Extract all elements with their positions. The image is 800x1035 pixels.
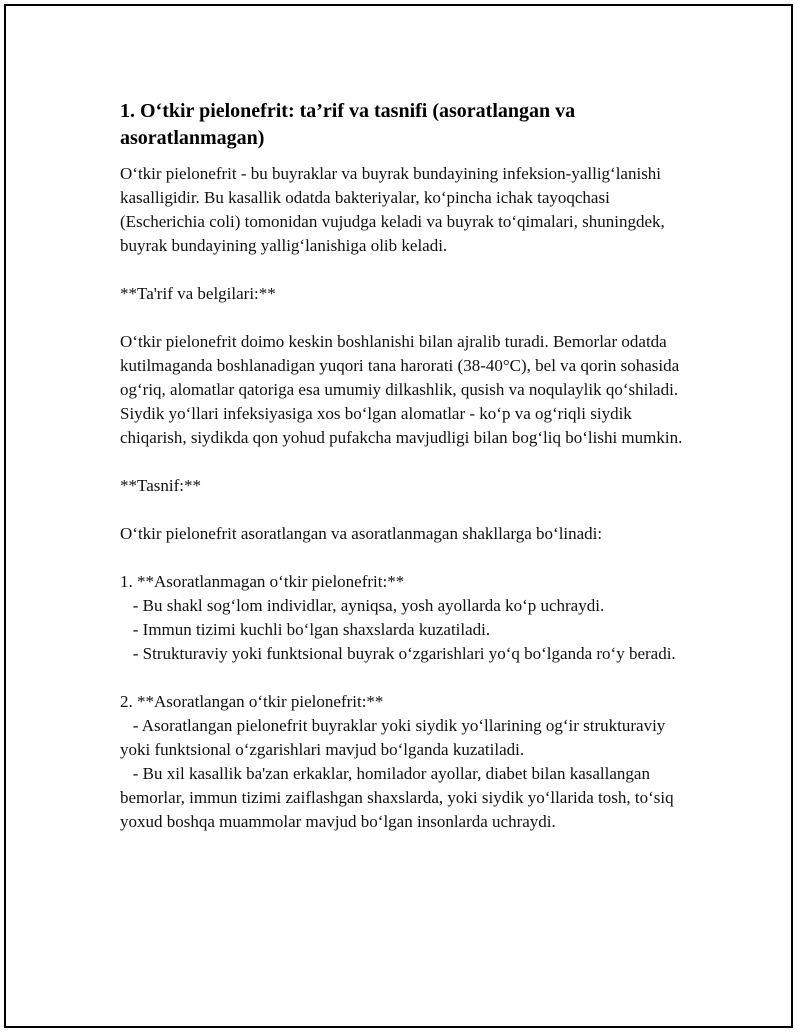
classification-list-item-2 (120, 690, 685, 834)
document-title: 1. O‘tkir pielonefrit: ta’rif va tasnifi (asoratlangan va asoratlanmagan) (120, 100, 576, 149)
classification-list-item-1 (120, 570, 685, 666)
definition-heading: **Ta'rif va belgilari:** (120, 284, 276, 303)
spacer (120, 450, 685, 474)
intro-paragraph: O‘tkir pielonefrit - bu buyraklar va buyrak bundayining infeksion-yallig‘lanishi kasalligidir. Bu kasallik odatda bakteriyalar, ko‘pincha ichak tayoqchasi (Escherichia coli) tomonidan vujudga keladi va buyrak to‘qimalari, shuningdek, buyrak bundayining yallig‘lanishiga olib keladi. (120, 164, 670, 255)
spacer (120, 258, 685, 282)
definition-paragraph: O‘tkir pielonefrit doimo keskin boshlanishi bilan ajralib turadi. Bemorlar odatda kutilmaganda boshlanadigan yuqori tana harorati (38-40°C), bel va qorin sohasida og‘riq, alomatlar qatoriga esa umumiy dilkashlik, qusish va noqulaylik qo‘shiladi. Siydik yo‘llari infeksiyasiga xos bo‘lgan alomatlar - ko‘p va og‘riqli siydik chiqarish, siydikda qon yohud pufakcha mavjudligi bilan bog‘liq bo‘lishi mumkin. (120, 332, 684, 447)
spacer (120, 498, 685, 522)
classification-intro: O‘tkir pielonefrit asoratlangan va asoratlanmagan shakllarga bo‘linadi: (120, 524, 603, 543)
list-bullet: - Bu shakl sog‘lom individlar, ayniqsa, yosh ayollarda ko‘p uchraydi. (120, 596, 605, 615)
list-item-heading: 1. **Asoratlanmagan o‘tkir pielonefrit:** (120, 572, 405, 591)
spacer (120, 306, 685, 330)
list-bullet: - Immun tizimi kuchli bo‘lgan shaxslarda kuzatiladi. (120, 620, 491, 639)
spacer (120, 546, 685, 570)
list-bullet: - Strukturaviy yoki funktsional buyrak o‘zgarishlari yo‘q bo‘lganda ro‘y beradi. (120, 644, 676, 663)
list-item-heading: 2. **Asoratlangan o‘tkir pielonefrit:** (120, 692, 384, 711)
spacer (120, 666, 685, 690)
list-bullet: - Asoratlangan pielonefrit buyraklar yoki siydik yo‘llarining og‘ir strukturaviy yoki funktsional o‘zgarishlari mavjud bo‘lganda kuzatiladi. (120, 716, 670, 759)
document-body (120, 98, 685, 834)
list-bullet: - Bu xil kasallik ba'zan erkaklar, homilador ayollar, diabet bilan kasallangan bemorlar, immun tizimi zaiflashgan shaxslarda, yoki siydik yo‘llarida tosh, to‘siq yoxud boshqa muammolar mavjud bo‘lgan insonlarda uchraydi. (120, 764, 678, 831)
classification-heading: **Tasnif:** (120, 476, 201, 495)
document-page (4, 4, 793, 1028)
